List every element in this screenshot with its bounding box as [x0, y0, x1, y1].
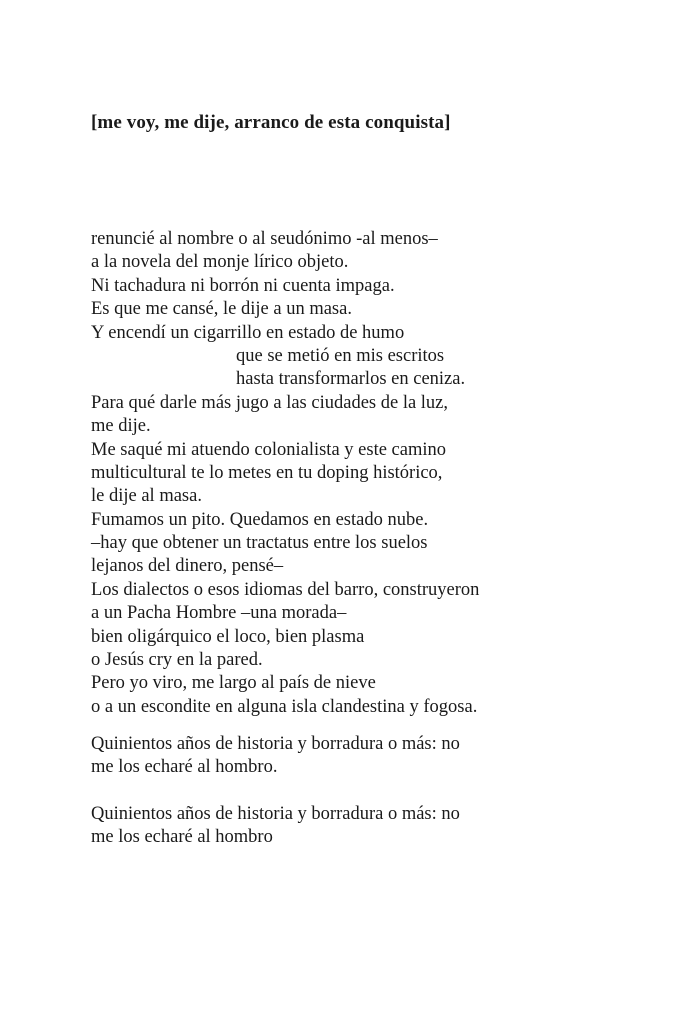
stanza-3	[91, 803, 460, 850]
poem-line: me dije.	[91, 416, 151, 437]
poem-line: multicultural te lo metes en tu doping histórico,	[91, 462, 443, 483]
poem-line: a la novela del monje lírico objeto.	[91, 252, 349, 273]
poem-line: Para qué darle más jugo a las ciudades de la luz,	[91, 392, 449, 413]
poem-line: que se metió en mis escritos	[236, 345, 445, 366]
poem-line: lejanos del dinero, pensé–	[91, 556, 284, 577]
poem-line: Es que me cansé, le dije a un masa.	[91, 299, 352, 320]
poem-line: Ni tachadura ni borrón ni cuenta impaga.	[91, 275, 395, 296]
poem-line: le dije al masa.	[91, 486, 202, 507]
poem-line: bien oligárquico el loco, bien plasma	[91, 626, 365, 647]
poem-line: Quinientos años de historia y borradura o más: no	[91, 734, 460, 754]
stanza-2	[91, 733, 460, 780]
poem-line: Me saqué mi atuendo colonialista y este camino	[91, 439, 446, 460]
poem-line: Fumamos un pito. Quedamos en estado nube.	[91, 509, 429, 530]
poem-line: Los dialectos o esos idiomas del barro, construyeron	[91, 579, 480, 600]
poem-line: me los echaré al hombro.	[91, 757, 278, 778]
poem-line: hasta transformarlos en ceniza.	[236, 369, 466, 390]
stanza-1	[91, 228, 479, 719]
poem-line: –hay que obtener un tractatus entre los suelos	[91, 533, 428, 554]
poem-line: Pero yo viro, me largo al país de nieve	[91, 673, 376, 694]
poem-line: a un Pacha Hombre –una morada–	[91, 603, 347, 624]
poem-line: Quinientos años de historia y borradura o más: no	[91, 804, 460, 824]
poem-line: o Jesús cry en la pared.	[91, 650, 263, 671]
poem-title: [me voy, me dije, arranco de esta conquista]	[91, 112, 451, 133]
poem-line: renuncié al nombre o al seudónimo -al menos–	[91, 229, 438, 249]
poem-line: Y encendí un cigarrillo en estado de humo	[91, 322, 405, 343]
poem-line: me los echaré al hombro	[91, 827, 273, 848]
poem-line: o a un escondite en alguna isla clandestina y fogosa.	[91, 696, 478, 717]
